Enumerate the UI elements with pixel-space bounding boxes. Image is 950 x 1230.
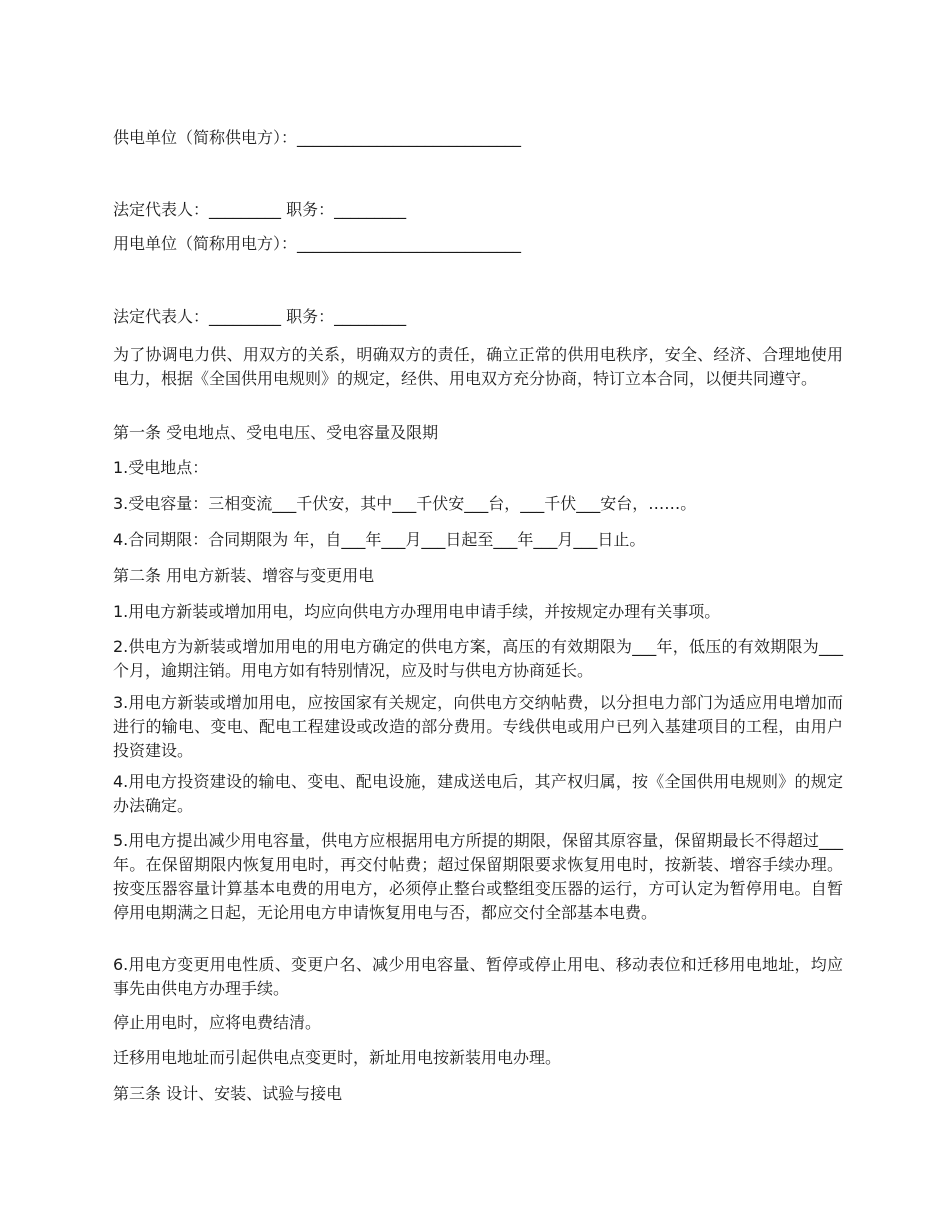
article-2-item-2: 2.供电方为新装或增加用电的用电方确定的供电方案，高压的有效期限为___年，低压的有效期限为___个月，逾期注销。用电方如有特别情况，应及时与供电方协商延长。 (113, 637, 843, 680)
article-2-item-5: 5.用电方提出减少用电容量，供电方应根据用电方所提的期限，保留其原容量，保留期最长不得超过___年。在保留期限内恢复用电时，再交付帖费；超过保留期限要求恢复用电时，按新装、增容手续办理。按变压器容量计算基本电费的用电方，必须停止整台或整组变压器的运行，方可认定为暂停用电。自暂停用电期满之日起，无论用电方申请恢复用电与否，都应交付全部基本电费。 (113, 831, 843, 922)
article-1-item-4: 4.合同期限：合同期限为 年，自___年___月___日起至___年___月___日止。 (113, 530, 646, 549)
article-2-note-stop-use: 停止用电时，应将电费结清。 (113, 1013, 322, 1032)
article-1-item-1: 1.受电地点： (113, 458, 209, 477)
article-1-item-3: 3.受电容量：三相变流___千伏安，其中___千伏安___台，___千伏___安台，……。 (113, 494, 697, 513)
article-1-title: 第一条 受电地点、受电电压、受电容量及限期 (113, 423, 439, 442)
article-2-note-relocation: 迁移用电地址而引起供电点变更时，新址用电按新装用电办理。 (113, 1048, 562, 1067)
consumer-line: 用电单位（简称用电方）：____________________________ (113, 234, 522, 253)
article-2-item-6: 6.用电方变更用电性质、变更户名、减少用电容量、暂停或停止用电、移动表位和迁移用电地址，均应事先由供电方办理手续。 (113, 955, 843, 998)
preamble-paragraph: 为了协调电力供、用双方的关系，明确双方的责任，确立正常的供用电秩序，安全、经济、合理地使用电力，根据《全国供用电规则》的规定，经供、用电双方充分协商，特订立本合同，以便共同遵守。 (113, 345, 843, 388)
article-2-title: 第二条 用电方新装、增容与变更用电 (113, 566, 375, 585)
consumer-representative-line: 法定代表人：_________ 职务：_________ (113, 307, 407, 326)
article-3-title: 第三条 设计、安装、试验与接电 (113, 1084, 343, 1103)
supplier-line: 供电单位（简称供电方）：____________________________ (113, 128, 522, 147)
supplier-representative-line: 法定代表人：_________ 职务：_________ (113, 200, 407, 219)
article-2-item-1: 1.用电方新装或增加用电，均应向供电方办理用电申请手续，并按规定办理有关事项。 (113, 602, 721, 621)
article-2-item-3: 3.用电方新装或增加用电，应按国家有关规定，向供电方交纳帖费，以分担电力部门为适应用电增加而进行的输电、变电、配电工程建设或改造的部分费用。专线供电或用户已列入基建项目的工程，由用户投资建设。 (113, 693, 843, 760)
article-2-item-4: 4.用电方投资建设的输电、变电、配电设施，建成送电后，其产权归属，按《全国供用电规则》的规定办法确定。 (113, 772, 843, 815)
